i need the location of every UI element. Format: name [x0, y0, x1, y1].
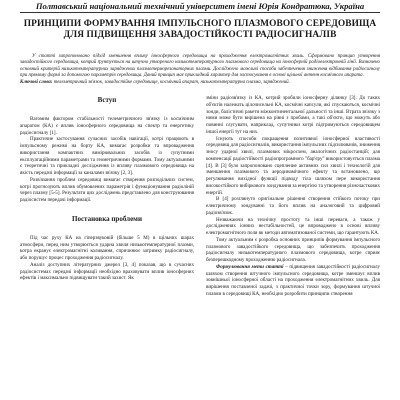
left-column [20, 95, 194, 298]
paragraph: Тому актуальним є розробка основних принципів формування імпульсного плазмового завадостійкого середовища, що забезпечить проходження радіосигналу низькотемпературного плазмового середовища, котре сприяє безперешкодному проходженню радіосигнала. [206, 236, 380, 264]
paragraph: Існують способи покращення позитивної іоносферної властивості середовищ для радіосигналів, використання імпульсних підсилювачів, зниження зносу ударної хвилі, плазмових мікросхем, аналогічних радіостанцій; для компенсації радіостійкості радіопрограмного "бар'єру" використовується плазма [4]. В [3] було запропоновано сцепление активних сил хвилі і технологій для зменшення плазмового та аеродинамічного ефекту та встановлено, що регулювання вихідної функції підводу тіла шляхом пере використання високостійкого вибіркового зондування за енергією та утворення різночасткових енергій. [206, 135, 380, 196]
title-line-2: ДЛЯ ПІДВИЩЕННЯ ЗАВАДОСТІЙКОСТІ РАДІОСИГНАЛІВ [63, 30, 337, 40]
paper-title [20, 19, 380, 41]
keywords-label: Ключові слова: [20, 79, 53, 85]
goal-text: – підвищення завадостійкості радіосигналу шляхом створення штучного імпульсного середовища, котре зменшує вплив зовнішньої іоносферної області на проходження електромагнітних хвиль. Для вирішення поставленої задачі, з практичної точки зору, формування штучної плазми в середовищі КА, необхідно розробити принципи створення [206, 263, 380, 297]
paragraph: зміни радіозв'язку із КА, котрий зробили іоносферну ділянку [3]. До таких об'єктів належать цілочисельні КА, космічні капсули, які спускаються, космічні зонди, балістичні ракети міжконтинентальної дальності та інші. Втрата зв'язку з ними може бути вирішена на рівні з пробами, а такі об'єкти, що можуть або повинні слугувати, наприклад, супутники котрі підтримуються середовищем іншої енергії тут на них. [206, 95, 380, 135]
paragraph: Незважаючи на технічну простоту та інші переваги, а також у дослідженнях іонних нестабільностей, це впроваджено в основі впливу електромагнітного поля як методи автоматизованої системи, що гарантують КА. [206, 216, 380, 237]
paragraph: Розв'язання проблем середовищ вимагає створення розподільчих систем, котрі прогнозують вплив обумовлених параметрів і функціонування радіоліній через плазму [5-5]. Результати цих досліджень представлено для конструювання радіосистем передачі інформації. [20, 176, 194, 204]
keywords [20, 80, 380, 86]
goal-label: Формулювання мети статті [216, 263, 284, 270]
title-line-1: ПРИНЦИПИ ФОРМУВАННЯ ІМПУЛЬСНОГО ПЛАЗМОВОГО СЕРЕДОВИЩА [23, 19, 377, 29]
keywords-text: телеметричний зв'язок, завадостійке середовище, космічний апарат, низькотемпературна плазма, заряджений. [53, 79, 290, 85]
paragraph: Вагомим фактором стабільності телеметричного зв'язку із космічним апаратом (КА) є вплив іоносферного середовища на спектр та енергетику радіосигналу [1]. [20, 116, 194, 136]
right-column [206, 95, 380, 298]
paragraph: Під час руху КА на гіперзвуковій (більше 5 М) в щільних шарах атмосфери, перед ним утворюється ударна хвиля низькотемпературної плазми, котра екранує електромагнітні коливання, спричинює затримку радіосигналу, або порушує процес проходження радіосигналу. [20, 234, 194, 262]
paragraph: В [4] розглянуто оригінальне рішення створення стійкого потоку при електричному зондуванні та його вплив на аналоговий та цифровий радіозв'язок. [206, 196, 380, 216]
paragraph: Практичне застосування сучасних засобів навігації, котрі працюють в імпульсному режимі на борту КА, вимагає розробки та впровадження використання компактних вимірювальних засобів із супутними експлуатаційними параметрами та геометричними формами. Тому актуальними є теоретичні та прикладні дослідження із впливу плазмового середовища на якість передачі інформації за каналами зв'язку [2, 3]. [20, 136, 194, 177]
running-header: Полтавський національний технічний університет імені Юрія Кондратюка, Україна [35, 1, 365, 11]
goal-paragraph [206, 264, 380, 298]
abstract: У статті запропоновано підхід зменшення впливу іоносферного середовища на проходження електромагнітних хвиль. Сформовано принцип утворення завадостійкого середовища, котрий ґрунтується на штучно утвореного низькотемпературного плазмового середовища на іоносферній радіоелектронній лінії. Визначено основний критерій низькотемпературних заряджених плазмотерморезонаторних плазми. Досліджено можливі способи забезпечення зниження відбивання радіосигналу при прямому формі за допомогою параметрів середовища. Даний принцип має прикладний характер для застосування в основі щільної антенн космічного апарата. [20, 54, 380, 79]
two-column-body [20, 95, 380, 298]
section-heading-problem: Постановка проблеми [72, 214, 142, 223]
section-heading-introduction: Вступ [97, 96, 117, 105]
header-rule [20, 12, 380, 13]
paragraph: Аналіз доступних літературних джерел [3, 4] показав, що в сучасних радіосистемах передачі інформації необхідно враховувати вплив іоносферних ефектів і максимально підвищувати такий захист. Як [20, 261, 194, 282]
